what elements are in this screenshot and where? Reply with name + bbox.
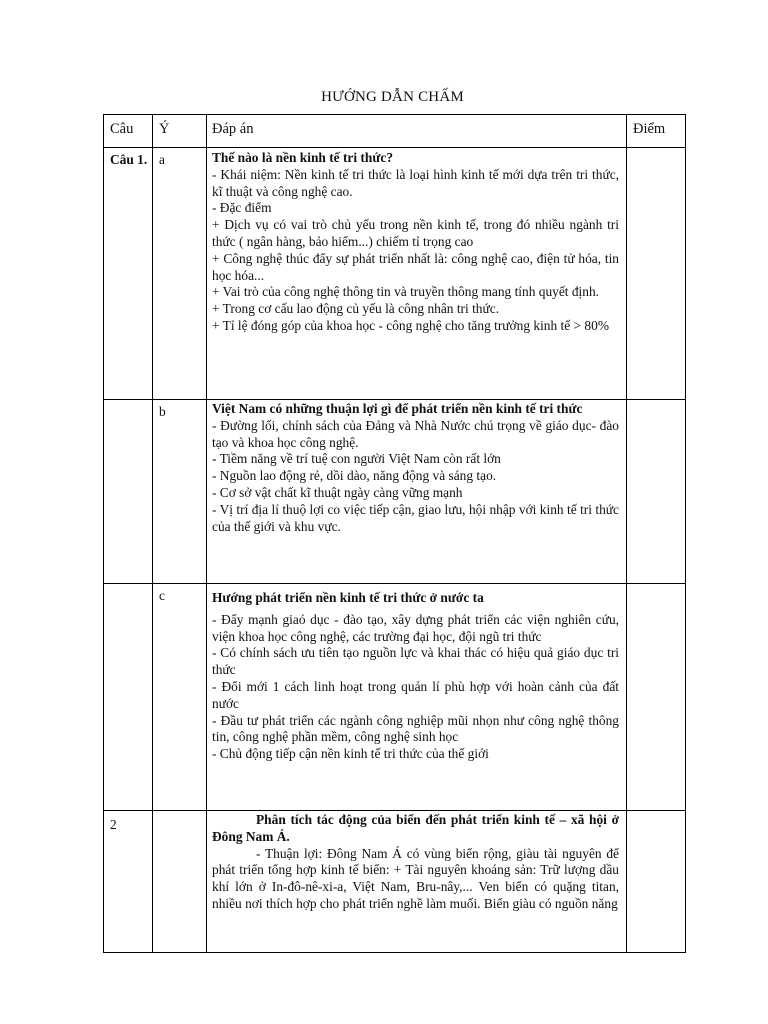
cau-cell (104, 584, 153, 811)
header-dap-an: Đáp án (207, 115, 627, 148)
answer-line: - Chủ động tiếp cận nền kinh tế tri thức của thế giới (212, 746, 489, 762)
question-heading: Thế nào là nền kinh tế tri thức? (212, 150, 394, 165)
answer-line: + Công nghệ thúc đẩy sự phát triển nhất là: công nghệ cao, điện tử hóa, tin học hóa... (212, 250, 619, 283)
answer-line: - Có chính sách ưu tiên tạo nguồn lực và khai thác có hiệu quả giáo dục tri thức (212, 645, 619, 678)
answer-line: - Khái niệm: Nền kinh tế tri thức là loại hình kinh tế mới dựa trên tri thức, kĩ thuật và công nghệ cao. (212, 166, 619, 199)
answer-line: + Tỉ lệ đóng góp của khoa học - công nghệ cho tăng trưởng kinh tế > 80% (212, 317, 609, 333)
table-header-row (104, 115, 686, 148)
answer-cell (207, 584, 627, 811)
answer-line: - Đường lối, chính sách của Đảng và Nhà Nước chú trọng về giáo dục- đào tạo và khoa học công nghệ. (212, 417, 619, 450)
diem-cell (627, 584, 686, 811)
answer-line: - Tiềm năng về trí tuệ con người Việt Nam còn rất lớn (212, 451, 501, 467)
cau-cell (104, 400, 153, 584)
answer-line: - Đẩy mạnh giaó dục - đào tạo, xây dựng phát triển các viện nghiên cứu, viện khoa học công nghệ, các trường đại học, đội ngũ tri thức (212, 611, 619, 644)
header-y: Ý (153, 115, 207, 148)
diem-cell (627, 811, 686, 953)
table-row (104, 811, 686, 953)
answer-line: - Cơ sở vật chất kĩ thuật ngày càng vững mạnh (212, 484, 463, 500)
answer-cell (207, 148, 627, 400)
y-cell: b (153, 400, 207, 584)
answer-line: + Dịch vụ có vai trò chủ yếu trong nền kinh tế, trong đó nhiều ngành tri thức ( ngân hàng, bảo hiểm...) chiếm tỉ trọng cao (212, 217, 619, 249)
document-title: HƯỚNG DẪN CHẤM (321, 89, 464, 105)
answer-line: + Vai trò của công nghệ thông tin và truyền thông mang tính quyết định. (212, 284, 600, 300)
table-row (104, 400, 686, 584)
diem-cell (627, 148, 686, 400)
y-cell: c (153, 584, 207, 811)
answer-line: - Nguồn lao động rẻ, dồi dào, năng động và sáng tạo. (212, 468, 497, 484)
answer-line: - Vị trí địa lí thuộ lợi co việc tiếp cận, giao lưu, hội nhập với kinh tế tri thức của thế giới và khu vực. (212, 501, 619, 534)
cau-cell: Câu 1. (104, 148, 153, 400)
question-heading: Việt Nam có những thuận lợi gì để phát triển nền kinh tế tri thức (212, 401, 583, 416)
y-cell: a (153, 148, 207, 400)
cau-cell: 2 (104, 811, 153, 953)
answer-line: - Thuận lợi: Đông Nam Á có vùng biển rộng, giàu tài nguyên để phát triển tổng hợp kinh tế biển: + Tài nguyên khoáng sản: Trữ lượng dầu khí lớn ở In-đô-nê-xi-a, Việt Nam, Bru-nây,... Ven biển có quặng titan, nhiều nơi thích hợp cho phát triển nghề làm muối. Biển giàu có nguồn năng (212, 845, 619, 911)
answer-line: - Đầu tư phát triển các ngành công nghiệp mũi nhọn như công nghệ thông tin, công nghệ phần mềm, công nghệ sinh học (212, 712, 619, 745)
header-diem: Điểm (627, 115, 686, 148)
answer-line: - Đặc điểm (212, 200, 272, 216)
table-row (104, 148, 686, 400)
table-row (104, 584, 686, 811)
question-heading: Phân tích tác động của biển đến phát triển kinh tế – xã hội ở Đông Nam Á. (212, 812, 619, 844)
grading-table (103, 114, 686, 953)
answer-line: + Trong cơ cấu lao động củ yếu là công nhân tri thức. (212, 301, 500, 317)
answer-line: - Đổi mới 1 cách linh hoạt trong quản lí phù hợp với hoàn cảnh của đất nước (212, 678, 619, 711)
answer-cell (207, 400, 627, 584)
diem-cell (627, 400, 686, 584)
y-cell (153, 811, 207, 953)
answer-cell (207, 811, 627, 953)
header-cau: Câu (104, 115, 153, 148)
question-heading: Hướng phát triển nền kinh tế tri thức ở nước ta (212, 590, 484, 605)
